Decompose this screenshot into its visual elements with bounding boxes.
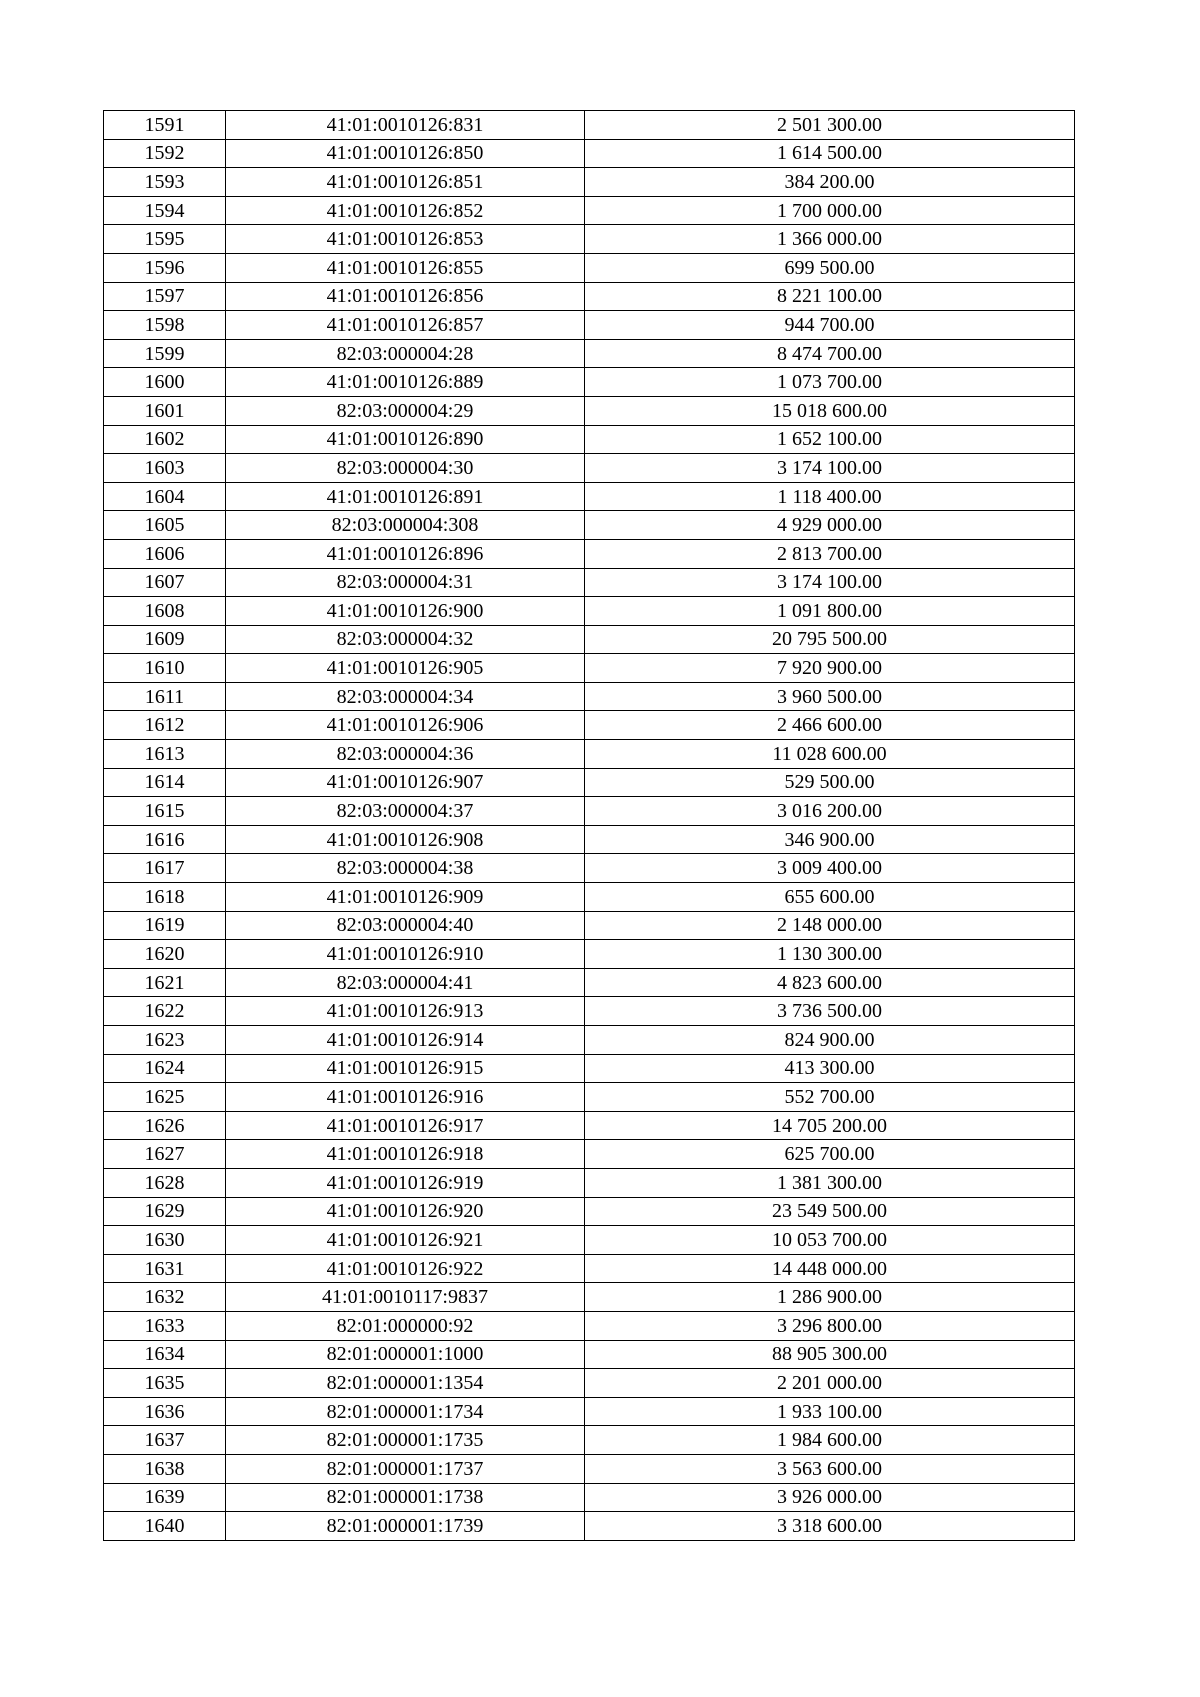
row-number-cell: 1614 (104, 768, 226, 797)
value-cell: 3 296 800.00 (585, 1311, 1075, 1340)
table-row (104, 654, 1075, 683)
row-number-cell: 1608 (104, 597, 226, 626)
cadastral-number-cell: 82:03:000004:28 (226, 339, 585, 368)
table-row (104, 454, 1075, 483)
value-cell: 11 028 600.00 (585, 740, 1075, 769)
table-row (104, 711, 1075, 740)
row-number-cell: 1620 (104, 940, 226, 969)
row-number-cell: 1599 (104, 339, 226, 368)
row-number-cell: 1621 (104, 968, 226, 997)
value-cell: 3 174 100.00 (585, 568, 1075, 597)
row-number-cell: 1606 (104, 539, 226, 568)
cadastral-value-table (103, 110, 1075, 1541)
row-number-cell: 1635 (104, 1369, 226, 1398)
row-number-cell: 1626 (104, 1111, 226, 1140)
row-number-cell: 1623 (104, 1026, 226, 1055)
table-row (104, 311, 1075, 340)
table-row (104, 282, 1075, 311)
row-number-cell: 1638 (104, 1454, 226, 1483)
cadastral-number-cell: 82:03:000004:36 (226, 740, 585, 769)
value-cell: 1 652 100.00 (585, 425, 1075, 454)
table-row (104, 768, 1075, 797)
table-row (104, 797, 1075, 826)
value-cell: 20 795 500.00 (585, 625, 1075, 654)
table-row (104, 253, 1075, 282)
cadastral-number-cell: 41:01:0010126:855 (226, 253, 585, 282)
value-cell: 8 221 100.00 (585, 282, 1075, 311)
row-number-cell: 1636 (104, 1397, 226, 1426)
table-row (104, 539, 1075, 568)
cadastral-number-cell: 41:01:0010126:850 (226, 139, 585, 168)
row-number-cell: 1609 (104, 625, 226, 654)
row-number-cell: 1625 (104, 1083, 226, 1112)
cadastral-number-cell: 41:01:0010126:920 (226, 1197, 585, 1226)
row-number-cell: 1624 (104, 1054, 226, 1083)
table-row (104, 825, 1075, 854)
row-number-cell: 1618 (104, 883, 226, 912)
value-cell: 384 200.00 (585, 168, 1075, 197)
row-number-cell: 1639 (104, 1483, 226, 1512)
row-number-cell: 1602 (104, 425, 226, 454)
table-row (104, 1197, 1075, 1226)
value-cell: 413 300.00 (585, 1054, 1075, 1083)
cadastral-number-cell: 41:01:0010126:919 (226, 1168, 585, 1197)
table-row (104, 911, 1075, 940)
row-number-cell: 1607 (104, 568, 226, 597)
table-row (104, 1083, 1075, 1112)
cadastral-number-cell: 41:01:0010126:890 (226, 425, 585, 454)
cadastral-number-cell: 82:03:000004:40 (226, 911, 585, 940)
cadastral-number-cell: 41:01:0010126:909 (226, 883, 585, 912)
row-number-cell: 1622 (104, 997, 226, 1026)
cadastral-number-cell: 82:03:000004:41 (226, 968, 585, 997)
value-cell: 7 920 900.00 (585, 654, 1075, 683)
table-row (104, 425, 1075, 454)
table-row (104, 1140, 1075, 1169)
value-cell: 3 174 100.00 (585, 454, 1075, 483)
cadastral-number-cell: 82:03:000004:29 (226, 396, 585, 425)
row-number-cell: 1593 (104, 168, 226, 197)
value-cell: 15 018 600.00 (585, 396, 1075, 425)
row-number-cell: 1595 (104, 225, 226, 254)
row-number-cell: 1597 (104, 282, 226, 311)
value-cell: 1 366 000.00 (585, 225, 1075, 254)
table-row (104, 940, 1075, 969)
table-row (104, 968, 1075, 997)
cadastral-number-cell: 41:01:0010126:913 (226, 997, 585, 1026)
table-row (104, 396, 1075, 425)
cadastral-number-cell: 82:03:000004:30 (226, 454, 585, 483)
row-number-cell: 1628 (104, 1168, 226, 1197)
value-cell: 2 466 600.00 (585, 711, 1075, 740)
value-cell: 699 500.00 (585, 253, 1075, 282)
row-number-cell: 1627 (104, 1140, 226, 1169)
row-number-cell: 1600 (104, 368, 226, 397)
cadastral-number-cell: 82:03:000004:32 (226, 625, 585, 654)
cadastral-number-cell: 41:01:0010126:922 (226, 1254, 585, 1283)
cadastral-number-cell: 82:01:000001:1739 (226, 1512, 585, 1541)
value-cell: 2 813 700.00 (585, 539, 1075, 568)
cadastral-number-cell: 41:01:0010126:891 (226, 482, 585, 511)
cadastral-number-cell: 41:01:0010126:921 (226, 1226, 585, 1255)
row-number-cell: 1631 (104, 1254, 226, 1283)
cadastral-number-cell: 41:01:0010126:856 (226, 282, 585, 311)
cadastral-number-cell: 41:01:0010126:914 (226, 1026, 585, 1055)
row-number-cell: 1640 (104, 1512, 226, 1541)
value-cell: 10 053 700.00 (585, 1226, 1075, 1255)
table-row (104, 568, 1075, 597)
cadastral-number-cell: 82:01:000001:1734 (226, 1397, 585, 1426)
cadastral-number-cell: 41:01:0010126:851 (226, 168, 585, 197)
row-number-cell: 1612 (104, 711, 226, 740)
cadastral-number-cell: 41:01:0010126:918 (226, 1140, 585, 1169)
table-row (104, 1483, 1075, 1512)
value-cell: 23 549 500.00 (585, 1197, 1075, 1226)
cadastral-number-cell: 41:01:0010126:852 (226, 196, 585, 225)
value-cell: 655 600.00 (585, 883, 1075, 912)
value-cell: 552 700.00 (585, 1083, 1075, 1112)
value-cell: 14 448 000.00 (585, 1254, 1075, 1283)
value-cell: 3 736 500.00 (585, 997, 1075, 1026)
table-row (104, 168, 1075, 197)
cadastral-number-cell: 41:01:0010126:916 (226, 1083, 585, 1112)
row-number-cell: 1594 (104, 196, 226, 225)
value-cell: 1 073 700.00 (585, 368, 1075, 397)
value-cell: 824 900.00 (585, 1026, 1075, 1055)
row-number-cell: 1605 (104, 511, 226, 540)
cadastral-number-cell: 82:03:000004:34 (226, 682, 585, 711)
cadastral-number-cell: 41:01:0010126:907 (226, 768, 585, 797)
value-cell: 944 700.00 (585, 311, 1075, 340)
table-row (104, 1311, 1075, 1340)
table-row (104, 1168, 1075, 1197)
row-number-cell: 1603 (104, 454, 226, 483)
table-row (104, 196, 1075, 225)
table-row (104, 1340, 1075, 1369)
row-number-cell: 1610 (104, 654, 226, 683)
value-cell: 1 130 300.00 (585, 940, 1075, 969)
table-row (104, 111, 1075, 140)
table-row (104, 1054, 1075, 1083)
table-row (104, 1512, 1075, 1541)
value-cell: 8 474 700.00 (585, 339, 1075, 368)
row-number-cell: 1632 (104, 1283, 226, 1312)
value-cell: 346 900.00 (585, 825, 1075, 854)
cadastral-number-cell: 82:01:000001:1354 (226, 1369, 585, 1398)
table-row (104, 1426, 1075, 1455)
row-number-cell: 1634 (104, 1340, 226, 1369)
value-cell: 529 500.00 (585, 768, 1075, 797)
value-cell: 1 381 300.00 (585, 1168, 1075, 1197)
value-cell: 3 563 600.00 (585, 1454, 1075, 1483)
row-number-cell: 1633 (104, 1311, 226, 1340)
table-row (104, 511, 1075, 540)
value-cell: 2 201 000.00 (585, 1369, 1075, 1398)
table-row (104, 1226, 1075, 1255)
cadastral-number-cell: 41:01:0010126:910 (226, 940, 585, 969)
value-cell: 1 984 600.00 (585, 1426, 1075, 1455)
value-cell: 1 091 800.00 (585, 597, 1075, 626)
value-cell: 1 700 000.00 (585, 196, 1075, 225)
cadastral-number-cell: 41:01:0010126:915 (226, 1054, 585, 1083)
value-cell: 2 148 000.00 (585, 911, 1075, 940)
row-number-cell: 1615 (104, 797, 226, 826)
value-cell: 3 960 500.00 (585, 682, 1075, 711)
table-row (104, 225, 1075, 254)
table-row (104, 482, 1075, 511)
value-cell: 3 926 000.00 (585, 1483, 1075, 1512)
value-cell: 14 705 200.00 (585, 1111, 1075, 1140)
cadastral-number-cell: 82:03:000004:38 (226, 854, 585, 883)
value-cell: 3 009 400.00 (585, 854, 1075, 883)
table-row (104, 368, 1075, 397)
value-cell: 3 318 600.00 (585, 1512, 1075, 1541)
table-row (104, 1254, 1075, 1283)
row-number-cell: 1613 (104, 740, 226, 769)
row-number-cell: 1604 (104, 482, 226, 511)
cadastral-number-cell: 82:01:000000:92 (226, 1311, 585, 1340)
table-row (104, 625, 1075, 654)
table-row (104, 1369, 1075, 1398)
table-row (104, 740, 1075, 769)
table-row (104, 597, 1075, 626)
row-number-cell: 1616 (104, 825, 226, 854)
cadastral-number-cell: 82:01:000001:1737 (226, 1454, 585, 1483)
row-number-cell: 1617 (104, 854, 226, 883)
table-row (104, 682, 1075, 711)
value-cell: 1 286 900.00 (585, 1283, 1075, 1312)
row-number-cell: 1598 (104, 311, 226, 340)
row-number-cell: 1611 (104, 682, 226, 711)
cadastral-number-cell: 41:01:0010126:831 (226, 111, 585, 140)
cadastral-number-cell: 41:01:0010126:917 (226, 1111, 585, 1140)
row-number-cell: 1629 (104, 1197, 226, 1226)
value-cell: 3 016 200.00 (585, 797, 1075, 826)
table-row (104, 1397, 1075, 1426)
cadastral-number-cell: 82:03:000004:37 (226, 797, 585, 826)
cadastral-number-cell: 41:01:0010117:9837 (226, 1283, 585, 1312)
value-cell: 88 905 300.00 (585, 1340, 1075, 1369)
value-cell: 4 823 600.00 (585, 968, 1075, 997)
row-number-cell: 1596 (104, 253, 226, 282)
cadastral-number-cell: 82:03:000004:31 (226, 568, 585, 597)
cadastral-number-cell: 41:01:0010126:896 (226, 539, 585, 568)
cadastral-number-cell: 82:01:000001:1738 (226, 1483, 585, 1512)
cadastral-number-cell: 41:01:0010126:905 (226, 654, 585, 683)
cadastral-number-cell: 41:01:0010126:889 (226, 368, 585, 397)
value-cell: 625 700.00 (585, 1140, 1075, 1169)
row-number-cell: 1592 (104, 139, 226, 168)
table-row (104, 854, 1075, 883)
table-row (104, 883, 1075, 912)
row-number-cell: 1619 (104, 911, 226, 940)
table-row (104, 1111, 1075, 1140)
row-number-cell: 1601 (104, 396, 226, 425)
cadastral-number-cell: 41:01:0010126:900 (226, 597, 585, 626)
table-row (104, 1283, 1075, 1312)
table-row (104, 339, 1075, 368)
table-body (104, 111, 1075, 1541)
table-row (104, 1454, 1075, 1483)
table-row (104, 997, 1075, 1026)
row-number-cell: 1591 (104, 111, 226, 140)
cadastral-number-cell: 82:01:000001:1000 (226, 1340, 585, 1369)
value-cell: 1 614 500.00 (585, 139, 1075, 168)
row-number-cell: 1637 (104, 1426, 226, 1455)
row-number-cell: 1630 (104, 1226, 226, 1255)
value-cell: 2 501 300.00 (585, 111, 1075, 140)
value-cell: 1 933 100.00 (585, 1397, 1075, 1426)
cadastral-number-cell: 41:01:0010126:908 (226, 825, 585, 854)
value-cell: 4 929 000.00 (585, 511, 1075, 540)
cadastral-number-cell: 41:01:0010126:906 (226, 711, 585, 740)
value-cell: 1 118 400.00 (585, 482, 1075, 511)
table-row (104, 1026, 1075, 1055)
cadastral-number-cell: 41:01:0010126:853 (226, 225, 585, 254)
table-row (104, 139, 1075, 168)
cadastral-number-cell: 41:01:0010126:857 (226, 311, 585, 340)
cadastral-number-cell: 82:03:000004:308 (226, 511, 585, 540)
cadastral-number-cell: 82:01:000001:1735 (226, 1426, 585, 1455)
